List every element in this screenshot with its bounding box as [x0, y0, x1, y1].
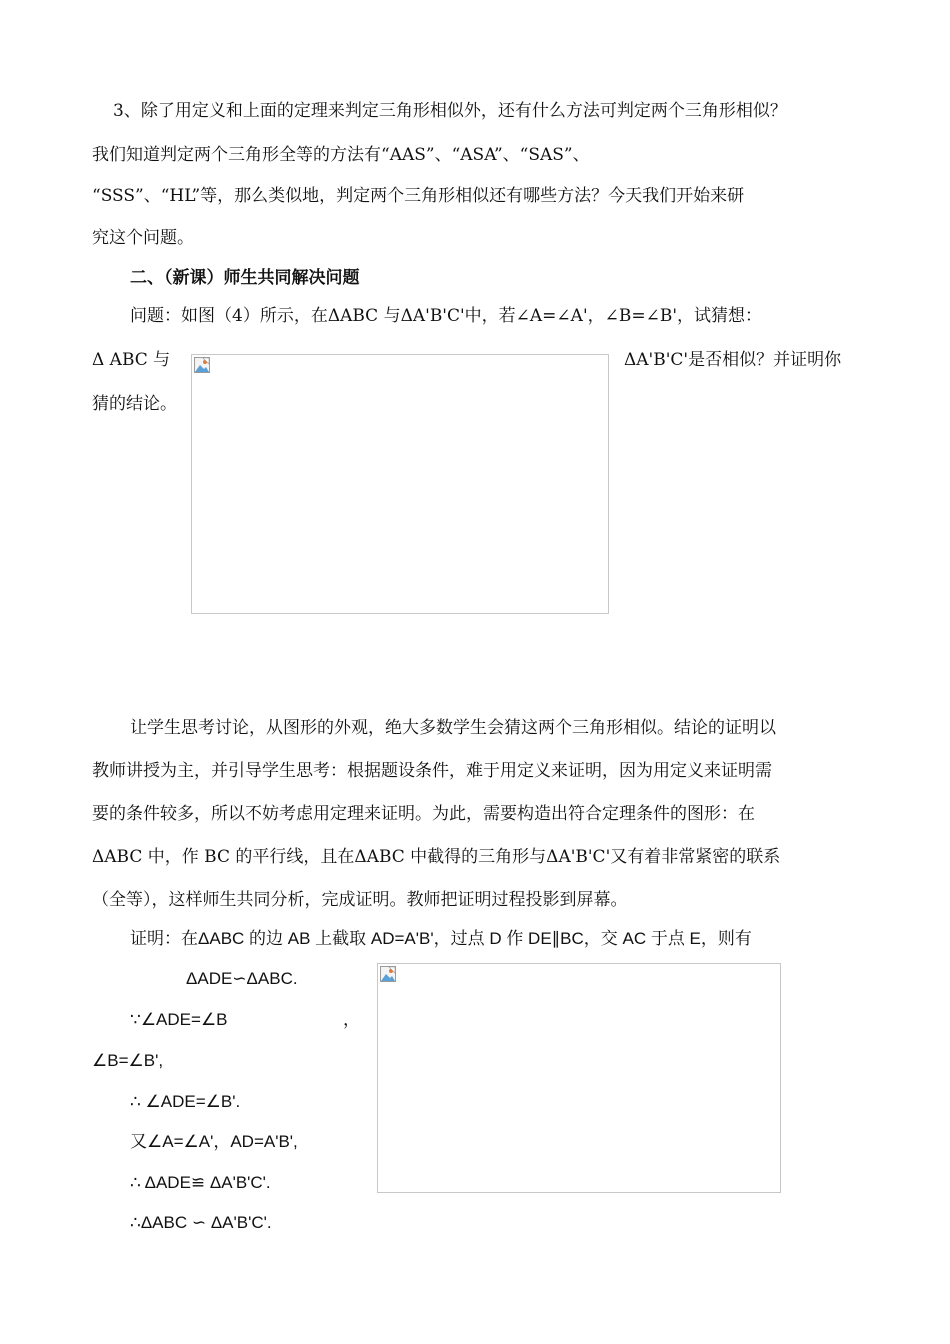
- discussion-line-4: ΔABC 中，作 BC 的平行线，且在ΔABC 中截得的三角形与ΔA'B'C'又有着非常紧密的联系: [92, 847, 781, 867]
- proof-line-2: ΔADE∽ΔABC.: [186, 969, 298, 988]
- figure-4-image: [191, 354, 609, 614]
- discussion-line-3: 要的条件较多，所以不妨考虑用定理来证明。为此，需要构造出符合定理条件的图形：在: [92, 804, 755, 824]
- section-heading: 二、（新课）师生共同解决问题: [130, 268, 360, 287]
- problem-left-b: 猜的结论。: [92, 394, 177, 414]
- proof-line-5: ∴ ∠ADE=∠B'.: [130, 1092, 241, 1111]
- broken-image-icon: [194, 357, 210, 373]
- problem-right-a: ΔA'B'C'是否相似？并证明你: [624, 350, 842, 370]
- broken-image-icon: [380, 966, 396, 982]
- q3-line-4: 究这个问题。: [92, 228, 194, 248]
- proof-line-7: ∴ ΔADE≌ ΔA'B'C'.: [130, 1173, 271, 1192]
- proof-line-3b: ，: [343, 1010, 360, 1029]
- proof-line-1: 证明：在ΔABC 的边 AB 上截取 AD=A'B'，过点 D 作 DE∥BC，交 AC 于点 E，则有: [130, 929, 752, 948]
- q3-line-1: 3、除了用定义和上面的定理来判定三角形相似外，还有什么方法可判定两个三角形相似？: [113, 101, 787, 121]
- problem-left-a: Δ ABC 与: [92, 350, 171, 370]
- proof-line-8: ∴ΔABC ∽ ΔA'B'C'.: [130, 1213, 272, 1232]
- proof-line-3a: ∵∠ADE=∠B: [130, 1010, 228, 1029]
- proof-figure-image: [377, 963, 781, 1193]
- discussion-line-2: 教师讲授为主，并引导学生思考：根据题设条件，难于用定义来证明，因为用定义来证明需: [92, 761, 772, 781]
- problem-line-1: 问题：如图（4）所示，在ΔABC 与ΔA'B'C'中，若∠A=∠A'，∠B=∠B'，试猜想：: [130, 306, 763, 326]
- proof-line-6: 又∠A=∠A'，AD=A'B',: [130, 1132, 298, 1151]
- proof-line-4: ∠B=∠B',: [92, 1051, 164, 1070]
- discussion-line-1: 让学生思考讨论，从图形的外观，绝大多数学生会猜这两个三角形相似。结论的证明以: [130, 718, 776, 738]
- discussion-line-5: （全等），这样师生共同分析，完成证明。教师把证明过程投影到屏幕。: [92, 890, 628, 910]
- q3-line-2: 我们知道判定两个三角形全等的方法有“AAS”、“ASA”、“SAS”、: [92, 145, 590, 165]
- q3-line-3: “SSS”、“HL”等，那么类似地，判定两个三角形相似还有哪些方法？今天我们开始来研: [92, 186, 745, 206]
